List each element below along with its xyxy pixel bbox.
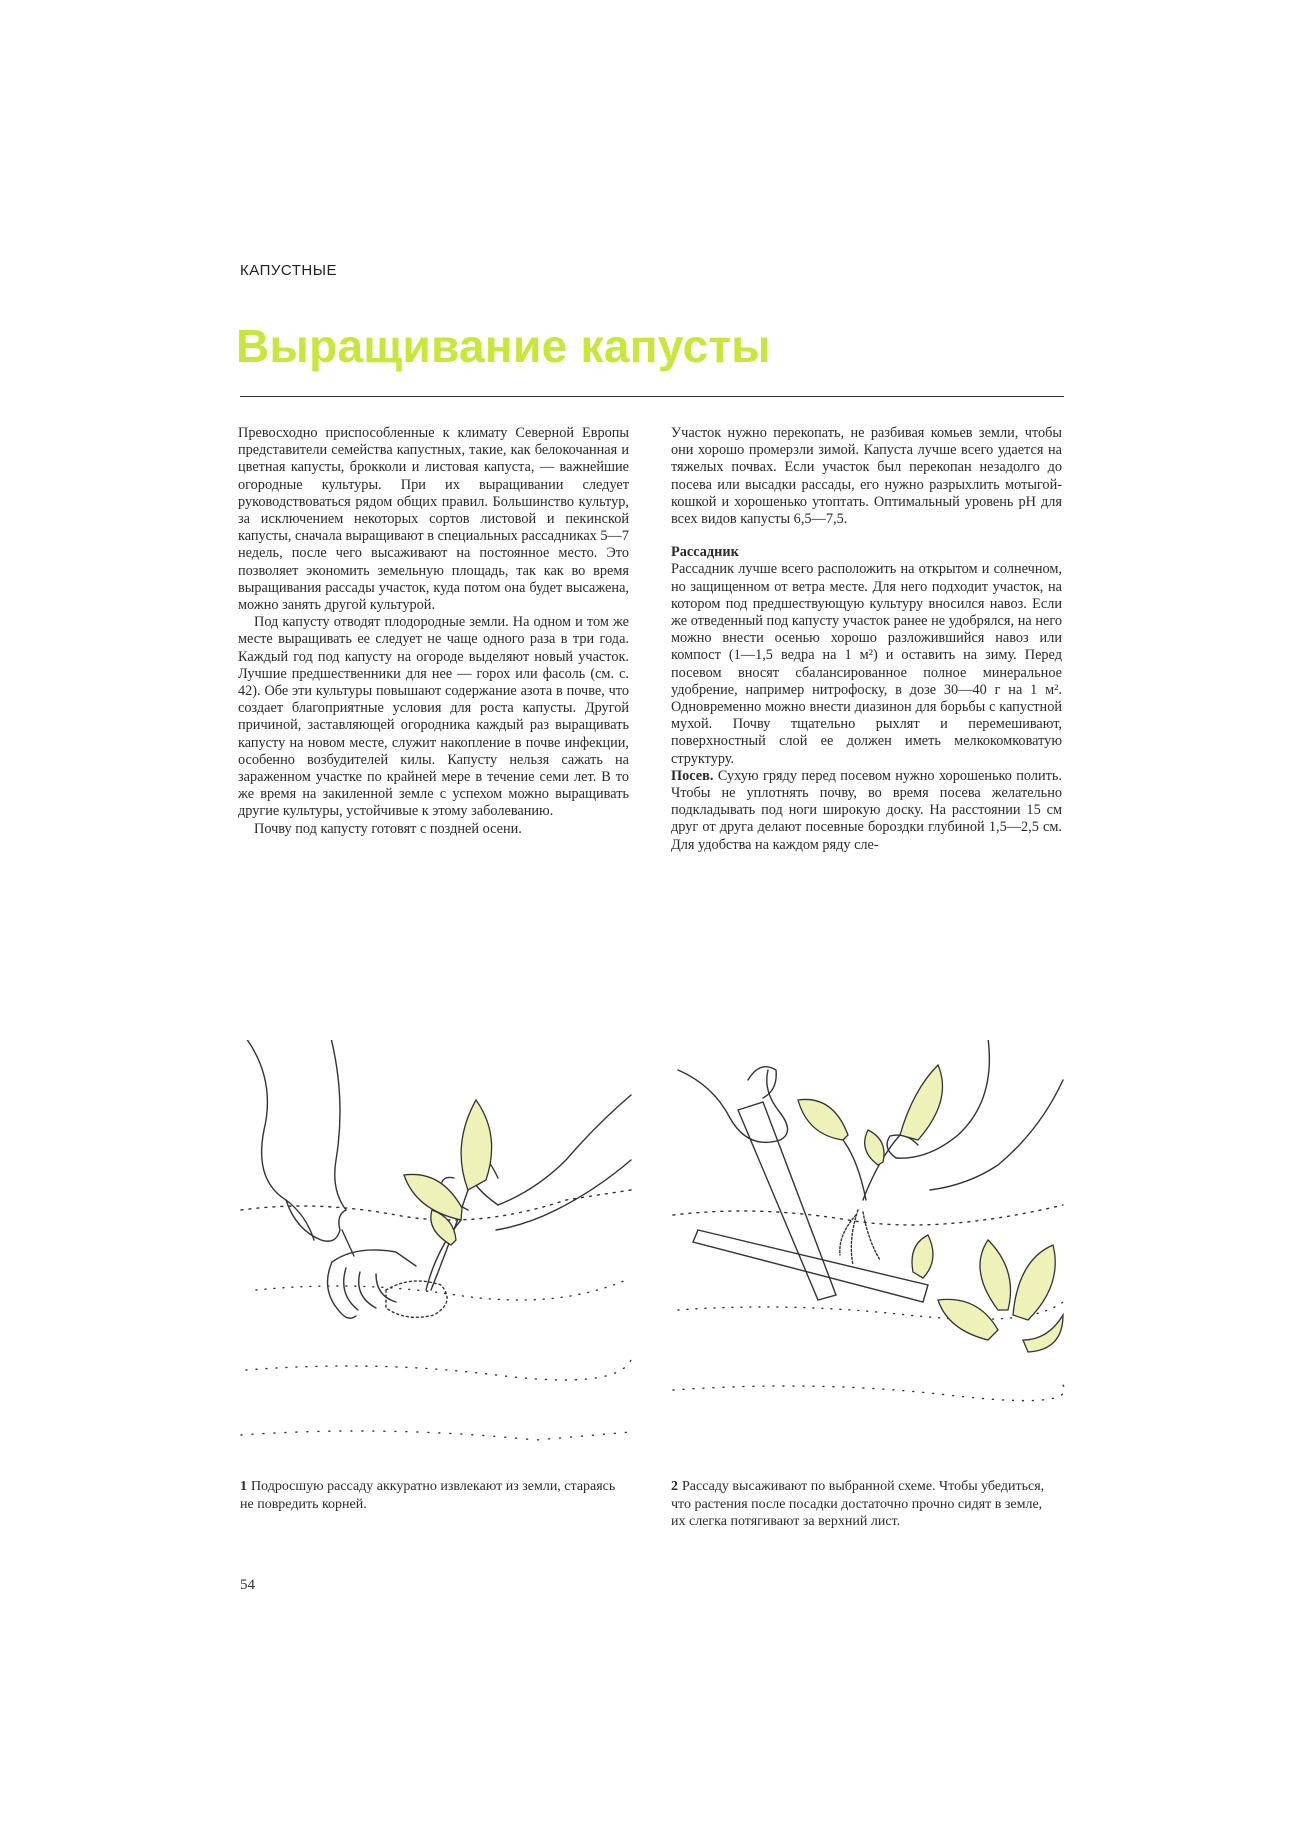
section-heading: Рассадник	[671, 544, 739, 561]
figure-number: 1	[240, 1479, 247, 1494]
caption-text: Подросшую рассаду аккуратно извлекают из земли, стараясь не повредить корней.	[240, 1479, 616, 1512]
illustration-planting-seedling	[668, 1040, 1068, 1460]
left-text-column	[238, 425, 629, 838]
paragraph-text: Сухую гряду перед посевом нужно хорошенько полить. Чтобы не уплотнять почву, во время посева желательно подкладывать под ноги широкую доску. На расстоянии 15 см друг от друга делают посевные бороздки глубиной 1,5—2,5 см. Для удобства на каждом ряду сле-	[671, 767, 1062, 853]
paragraph	[671, 768, 1062, 854]
paragraph: Под капусту отводят плодородные земли. На одном и том же месте выращивать ее следует не чаще одного раза в три года. Каждый год под капусту на огороде выделяют новый участок. Лучшие предшественники для нее — горох или фасоль (см. с. 42). Обе эти культуры повышают содержание азота в почве, что создает благоприятные условия для роста капусты. Другой причиной, заставляющей огородника каждый раз выращивать капусту на новом месте, служит накопление в почве инфекции, особенно возбудителей килы. Капусту нельзя сажать на зараженном участке по крайней мере в течение семи лет. В то же время на закиленной земле с успехом можно выращивать другие культуры, устойчивые к этому заболеванию.	[238, 614, 629, 820]
page-number: 54	[240, 1577, 255, 1593]
section-label: КАПУСТНЫЕ	[240, 262, 337, 279]
paragraph: Почву под капусту готовят с поздней осени.	[254, 820, 522, 837]
paragraph: Участок нужно перекопать, не разбивая комьев земли, чтобы они хорошо промерзли зимой. Капуста лучше всего удается на тяжелых почвах. Если участок был перекопан незадолго до посева или высадки рассады, его нужно разрыхлить мотыгой-кошкой и хорошенько утоптать. Оптимальный уровень pH для всех видов капусты 6,5—7,5.	[671, 425, 1062, 528]
lifting-seedling-drawing	[236, 1040, 636, 1460]
paragraph: Рассадник лучше всего расположить на открытом и солнечном, но защищенном от ветра месте. Для него подходит участок, на котором под предшествующую культуру вносился навоз. Если же отведенный под капусту участок ранее не удобрялся, на него можно внести осенью хорошо разложившийся навоз или компост (1—1,5 ведра на 1 м²) и оставить на зиму. Перед посевом вносят сбалансированное полное минеральное удобрение, например нитрофоску, в дозе 30—40 г на 1 м². Одновременно можно внести диазинон для борьбы с капустной мухой. Почву тщательно рыхлят и перемешивают, поверхностный слой ее должен иметь мелкокомковатую структуру.	[671, 561, 1062, 767]
paragraph: Превосходно приспособленные к климату Северной Европы представители семейства капустных, такие, как белокочанная и цветная капусты, брокколи и листовая капуста, — важнейшие огородные культуры. При их выращивании следует руководствоваться рядом общих правил. Большинство культур, за исключением некоторых сортов листовой и пекинской капусты, сначала выращивают в специальных рассадниках 5—7 недель, после чего высаживают на постоянное место. Это позволяет экономить земельную площадь, так как во время выращивания рассады участок, куда потом она будет высажена, можно занять другой культурой.	[238, 425, 629, 614]
figure-caption-2	[671, 1478, 1051, 1531]
caption-text: Рассаду высаживают по выбранной схеме. Чтобы убедиться, что растения после посадки достаточно прочно сидят в земле, их слегка потягивают за верхний лист.	[671, 1479, 1045, 1529]
planting-seedling-drawing	[668, 1040, 1068, 1460]
figure-number: 2	[671, 1479, 678, 1494]
right-text-column	[671, 425, 1062, 854]
figure-caption-1	[240, 1478, 620, 1513]
run-in-heading: Посев.	[671, 767, 714, 784]
page-title: Выращивание капусты	[236, 320, 771, 372]
title-rule	[240, 396, 1064, 397]
illustration-lifting-seedling	[236, 1040, 636, 1460]
